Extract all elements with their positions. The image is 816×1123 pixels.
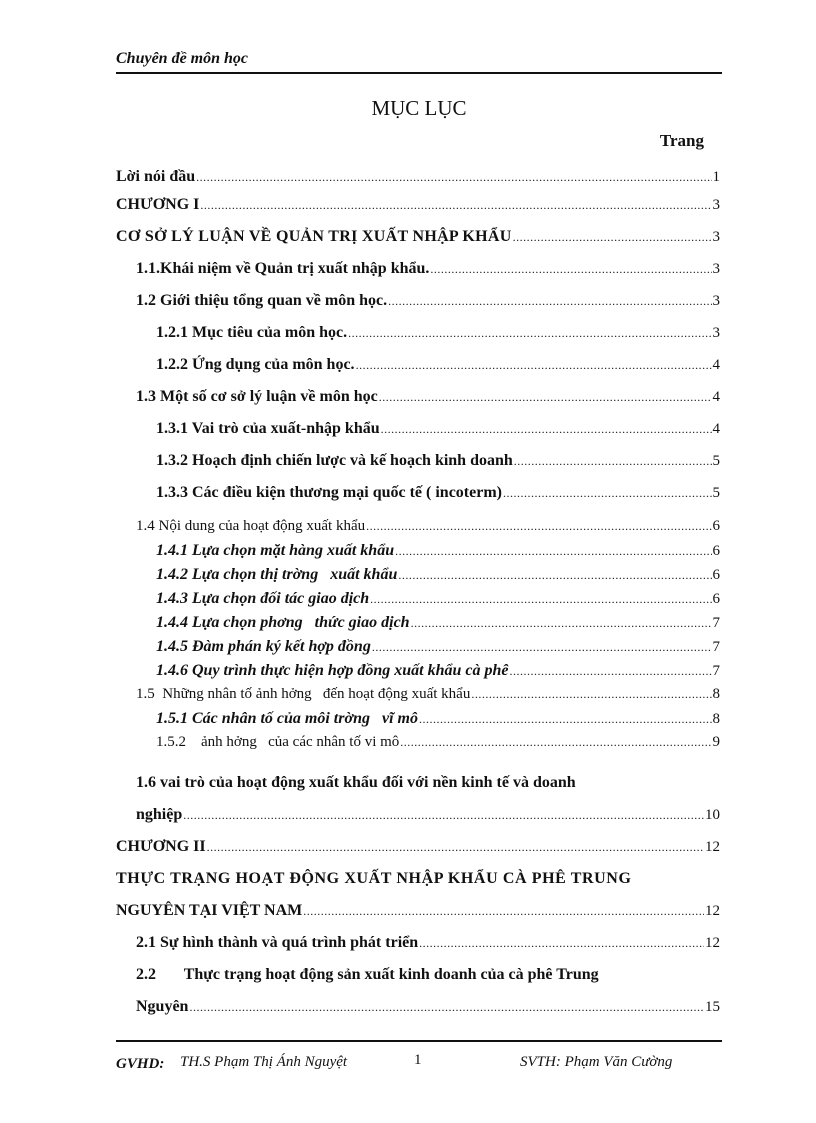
toc-label: NGUYÊN TẠI VIỆT NAM — [116, 902, 303, 919]
toc-page: 8 — [712, 686, 720, 702]
toc-label: 1.3.2 Hoạch định chiến lược và kế hoạch kinh doanh — [156, 452, 513, 469]
toc-page: 10 — [705, 807, 720, 823]
toc-label: 1.4.4 Lựa chọn phơng thức giao dịch — [156, 614, 410, 631]
toc-leader — [379, 390, 712, 405]
toc-entry[interactable] — [156, 484, 720, 508]
toc-leader — [372, 640, 712, 655]
toc-entry[interactable] — [116, 196, 720, 220]
toc-page: 15 — [705, 999, 720, 1015]
toc-page: 4 — [712, 389, 720, 405]
toc-entry[interactable] — [116, 168, 720, 192]
toc-leader — [388, 294, 711, 309]
toc-leader — [411, 616, 712, 631]
toc-leader — [398, 568, 711, 583]
toc-page: 6 — [712, 518, 720, 534]
toc-entry[interactable] — [136, 934, 720, 958]
toc-leader — [370, 592, 711, 607]
toc-entry[interactable] — [136, 292, 720, 316]
toc-entry-wrapped-first-line[interactable] — [136, 966, 720, 990]
toc-leader — [471, 687, 711, 702]
page-column-label: Trang — [659, 131, 704, 150]
toc-leader — [395, 544, 711, 559]
toc-leader — [207, 840, 704, 855]
footer-svth: SVTH: Phạm Văn Cường — [520, 1054, 673, 1070]
toc-label: 1.5 Những nhân tố ảnh hởng đến hoạt động xuất khẩu — [136, 686, 471, 702]
toc-label: 1.3.3 Các điều kiện thương mại quốc tế ( incoterm) — [156, 484, 502, 501]
toc-entry[interactable] — [156, 566, 720, 590]
toc-entry[interactable] — [136, 806, 720, 830]
toc-leader — [196, 170, 711, 185]
toc-page: 7 — [712, 663, 720, 679]
toc-entry[interactable] — [156, 734, 720, 758]
toc-entry[interactable] — [136, 518, 720, 542]
page-title: MỤC LỤC — [371, 96, 467, 120]
toc-page: 4 — [712, 421, 720, 437]
toc-page: 8 — [712, 711, 720, 727]
footer-gvhd-name: TH.S Phạm Thị Ánh Nguyệt — [180, 1054, 348, 1070]
toc-label: 1.2.1 Mục tiêu của môn học. — [156, 324, 348, 341]
toc-entry[interactable] — [156, 542, 720, 566]
toc-label: CƠ SỞ LÝ LUẬN VỀ QUẢN TRỊ XUẤT NHẬP KHẨU — [116, 228, 512, 245]
toc-leader — [514, 454, 712, 469]
toc-label: 1.3 Một số cơ sở lý luận về môn học — [136, 388, 378, 405]
toc-entry[interactable] — [156, 356, 720, 380]
toc-label: nghiệp — [136, 806, 183, 823]
toc-entry[interactable] — [136, 686, 720, 710]
toc-entry[interactable] — [156, 662, 720, 686]
toc-label: 1.3.1 Vai trò của xuất-nhập khẩu — [156, 420, 380, 437]
toc-page: 3 — [712, 197, 720, 213]
toc-label: 2.1 Sự hình thành và quá trình phát triển — [136, 934, 419, 951]
toc-page: 4 — [712, 357, 720, 373]
toc-leader — [509, 664, 711, 679]
toc-page: 12 — [705, 839, 720, 855]
toc-leader — [356, 358, 712, 373]
toc-label: Nguyên — [136, 998, 189, 1015]
toc-page: 3 — [712, 293, 720, 309]
toc-leader — [503, 486, 712, 501]
toc-entry[interactable] — [136, 998, 720, 1022]
toc-page: 7 — [712, 639, 720, 655]
toc-leader — [381, 422, 712, 437]
toc-page: 9 — [712, 734, 720, 750]
toc-page: 12 — [705, 935, 720, 951]
toc-label: CHƯƠNG II — [116, 838, 206, 855]
toc-entry-wrapped-first-line[interactable] — [136, 774, 720, 798]
toc-entry[interactable] — [156, 420, 720, 444]
toc-leader — [419, 712, 712, 727]
toc-entry[interactable] — [156, 324, 720, 348]
toc-label: 1.1.Khái niệm về Quản trị xuất nhập khẩu. — [136, 260, 430, 277]
toc-page: 3 — [712, 261, 720, 277]
toc-label: 1.6 vai trò của hoạt động xuất khẩu đối với nền kinh tế và doanh — [136, 774, 576, 791]
toc-leader — [200, 198, 711, 213]
toc-label: 1.4 Nội dung của hoạt động xuất khẩu — [136, 518, 366, 534]
toc-page: 5 — [712, 485, 720, 501]
toc-leader — [348, 326, 711, 341]
toc-label: 1.4.1 Lựa chọn mặt hàng xuất khẩu — [156, 542, 395, 559]
toc-leader — [303, 904, 704, 919]
toc-entry[interactable] — [156, 452, 720, 476]
toc-label: 1.4.6 Quy trình thực hiện hợp đồng xuất khẩu cà phê — [156, 662, 509, 679]
page-header — [116, 48, 722, 74]
toc-leader — [430, 262, 711, 277]
toc-page: 3 — [712, 325, 720, 341]
toc-entry[interactable] — [116, 902, 720, 926]
toc-page: 1 — [712, 169, 720, 185]
footer-page-number: 1 — [414, 1052, 422, 1068]
toc-entry[interactable] — [116, 228, 720, 252]
toc-leader — [189, 1000, 704, 1015]
toc-label: 1.4.5 Đàm phán ký kết hợp đồng — [156, 638, 371, 655]
toc-entry[interactable] — [136, 260, 720, 284]
toc-label: 1.4.3 Lựa chọn đối tác giao dịch — [156, 590, 370, 607]
toc-entry-wrapped-first-line[interactable] — [116, 870, 720, 894]
toc-page: 3 — [712, 229, 720, 245]
toc-entry[interactable] — [156, 590, 720, 614]
toc-page: 12 — [705, 903, 720, 919]
footer-gvhd-label: GVHD: — [116, 1056, 165, 1072]
toc-label: Lời nói đầu — [116, 168, 196, 185]
toc-entry[interactable] — [136, 388, 720, 412]
toc-label: 1.2 Giới thiệu tổng quan về môn học. — [136, 292, 388, 309]
toc-label: 1.5.1 Các nhân tố của môi trờng vĩ mô — [156, 710, 418, 727]
toc-entry[interactable] — [116, 838, 720, 862]
toc-label: 1.2.2 Ứng dụng của môn học. — [156, 356, 355, 373]
toc-page: 6 — [712, 567, 720, 583]
page-footer — [116, 1040, 722, 1082]
toc-entry[interactable] — [156, 710, 720, 734]
toc-leader — [366, 519, 711, 534]
toc-label: CHƯƠNG I — [116, 196, 200, 213]
toc-page: 7 — [712, 615, 720, 631]
toc-entry[interactable] — [156, 638, 720, 662]
toc-label: 1.5.2 ảnh hởng của các nhân tố vi mô — [156, 734, 400, 750]
toc-leader — [419, 936, 704, 951]
toc-leader — [183, 808, 704, 823]
toc-leader — [513, 230, 712, 245]
toc-leader — [400, 735, 711, 750]
toc-page: 6 — [712, 591, 720, 607]
toc-label: 1.4.2 Lựa chọn thị trờng xuất khẩu — [156, 566, 398, 583]
toc-page: 5 — [712, 453, 720, 469]
toc-entry[interactable] — [156, 614, 720, 638]
toc-label: 2.2 Thực trạng hoạt động sản xuất kinh doanh của cà phê Trung — [136, 966, 599, 983]
toc-label: THỰC TRẠNG HOẠT ĐỘNG XUẤT NHẬP KHẨU CÀ PHÊ TRUNG — [116, 870, 632, 887]
header-title: Chuyên đề môn học — [116, 50, 249, 67]
toc-page: 6 — [712, 543, 720, 559]
